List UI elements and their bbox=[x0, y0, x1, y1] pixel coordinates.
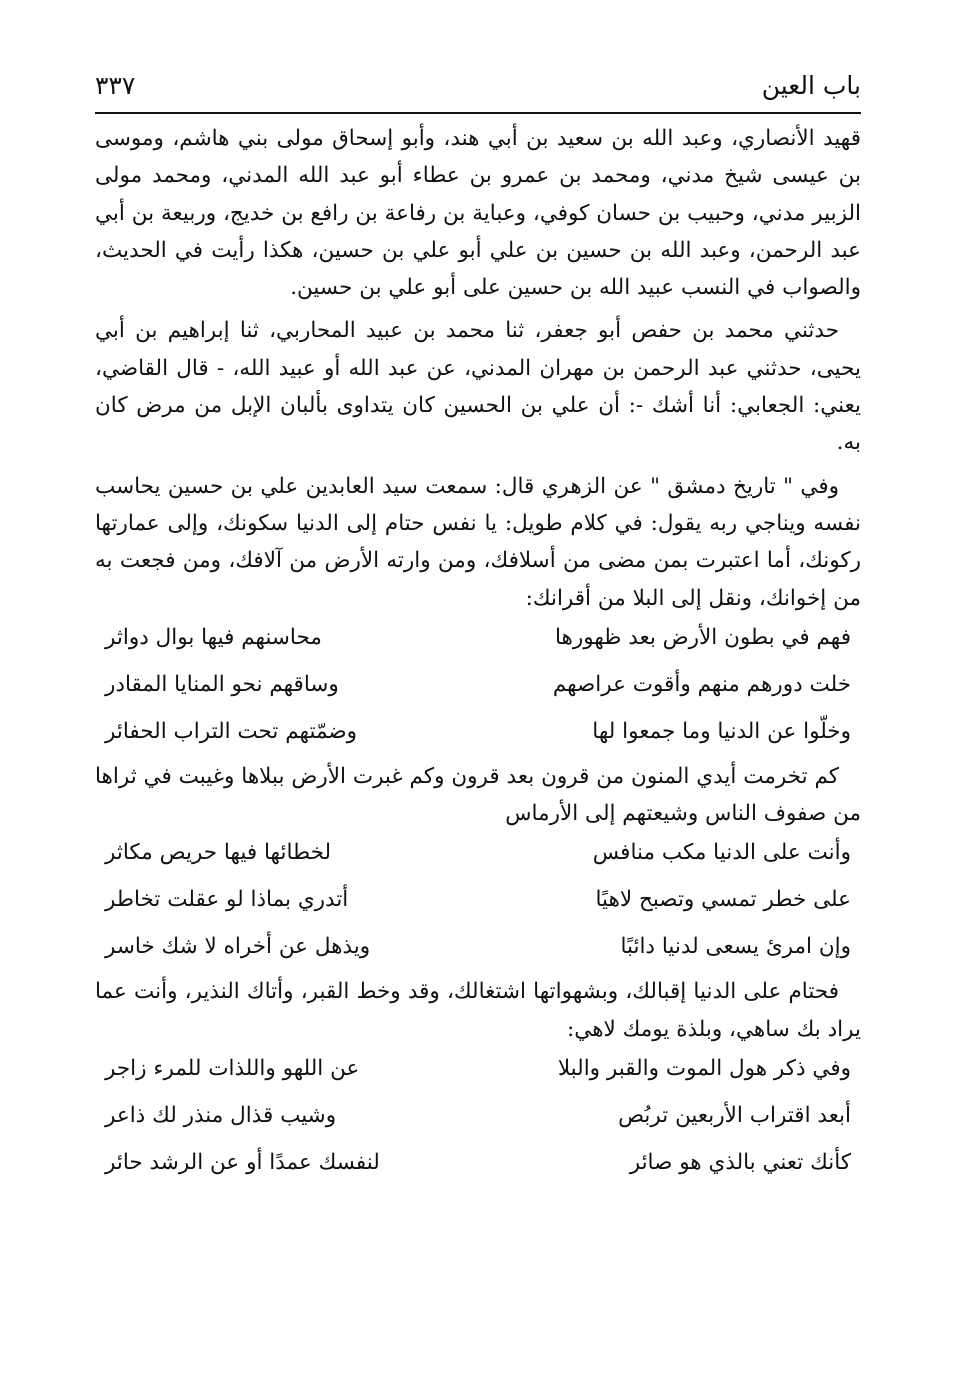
verse-second-hemistich: ويذهل عن أخراه لا شك خاسر bbox=[105, 934, 371, 960]
header-rule bbox=[95, 112, 861, 114]
verse-second-hemistich: لنفسك عمدًا أو عن الرشد حائر bbox=[105, 1150, 380, 1176]
paragraph-2: حدثني محمد بن حفص أبو جعفر، ثنا محمد بن عبيد المحاربي، ثنا إبراهيم بن أبي يحيى، حدثني عبد الرحمن بن مهران المدني، عن عبد الله أو عبيد الله، - قال القاضي، يعني: الجعابي: أنا أشك -: أن علي بن الحسين كان يتداوى بألبان الإبل من مرض كان به. bbox=[95, 318, 861, 456]
verse-second-hemistich: محاسنهم فيها بوال دواثر bbox=[105, 624, 322, 650]
verse-second-hemistich: وساقهم نحو المنايا المقادر bbox=[105, 671, 339, 697]
verse-second-hemistich: وشيب قذال منذر لك ذاعر bbox=[105, 1103, 337, 1129]
page-number: ٣٣٧ bbox=[95, 71, 136, 100]
verse-second-hemistich: أتدري بماذا لو عقلت تخاطر bbox=[105, 887, 349, 913]
paragraph-1: قهيد الأنصاري، وعبد الله بن سعيد بن أبي هند، وأبو إسحاق مولى بني هاشم، وموسى بن عيسى شيخ مدني، ومحمد بن عمرو بن عطاء أبو عبد الله المدني، ومحمد مولى الزبير مدني، وحبيب بن حسان كوفي، وعباية بن رفاعة بن رافع بن خديج، وربيعة بن أبي عبد الرحمن، وعبد الله بن حسين بن علي أبو علي بن حسين، هكذا رأيت في الحديث، والصواب في النسب عبيد الله بن حسين على أبو علي بن حسين. bbox=[95, 126, 861, 301]
verse-first-hemistich: وخلّوا عن الدنيا وما جمعوا لها bbox=[592, 718, 851, 744]
verse-first-hemistich: فهم في بطون الأرض بعد ظهورها bbox=[554, 624, 851, 650]
paragraph-3: وفي " تاريخ دمشق " عن الزهري قال: سمعت سيد العابدين علي بن حسين يحاسب نفسه ويناجي ربه يقول: في كلام طويل: يا نفس حتام إلى الدنيا سكونك، وإلى عمارتها ركونك، أما اعتبرت بمن مضى من أسلافك، ومن وارته الأرض من آلافك، ومن فجعت به من إخوانك، ونقل إلى البلا من أقرانك: bbox=[95, 473, 861, 611]
verse-second-hemistich: لخطائها فيها حريص مكاثر bbox=[105, 840, 332, 866]
paragraph-5: فحتام على الدنيا إقبالك، وبشهواتها اشتغالك، وقد وخط القبر، وأتاك النذير، وأنت عما يراد بك ساهي، وبلذة يومك لاهي: bbox=[95, 979, 861, 1042]
verse-line bbox=[95, 879, 861, 926]
verse-line bbox=[95, 1095, 861, 1142]
verse-line bbox=[95, 832, 861, 879]
verse-line bbox=[95, 711, 861, 758]
verse-line bbox=[95, 1048, 861, 1095]
verse-line bbox=[95, 1142, 861, 1189]
verse-first-hemistich: أبعد اقتراب الأربعين تربُص bbox=[618, 1103, 851, 1129]
verse-first-hemistich: خلت دورهم منهم وأقوت عراصهم bbox=[552, 671, 851, 697]
paragraph-4: كم تخرمت أيدي المنون من قرون بعد قرون وكم غبرت الأرض ببلاها وغيبت في ثراها من صفوف الناس وشيعتهم إلى الأرماس bbox=[95, 763, 861, 827]
verse-second-hemistich: عن اللهو واللذات للمرء زاجر bbox=[105, 1056, 360, 1082]
verse-first-hemistich: على خطر تمسي وتصبح لاهيًا bbox=[595, 887, 851, 913]
verse-first-hemistich: كأنك تعني بالذي هو صائر bbox=[629, 1150, 851, 1176]
verse-line bbox=[95, 664, 861, 711]
verse-first-hemistich: وأنت على الدنيا مكب منافس bbox=[592, 840, 851, 866]
verse-first-hemistich: وإن امرئ يسعى لدنيا دائبًا bbox=[620, 934, 851, 960]
chapter-title: باب العين bbox=[761, 71, 861, 100]
verse-line bbox=[95, 617, 861, 664]
verse-line bbox=[95, 926, 861, 973]
page-header bbox=[95, 66, 861, 110]
verse-second-hemistich: وضمّتهم تحت التراب الحفائر bbox=[105, 718, 358, 744]
verse-first-hemistich: وفي ذكر هول الموت والقبر والبلا bbox=[557, 1056, 851, 1082]
page-body bbox=[95, 120, 861, 1189]
